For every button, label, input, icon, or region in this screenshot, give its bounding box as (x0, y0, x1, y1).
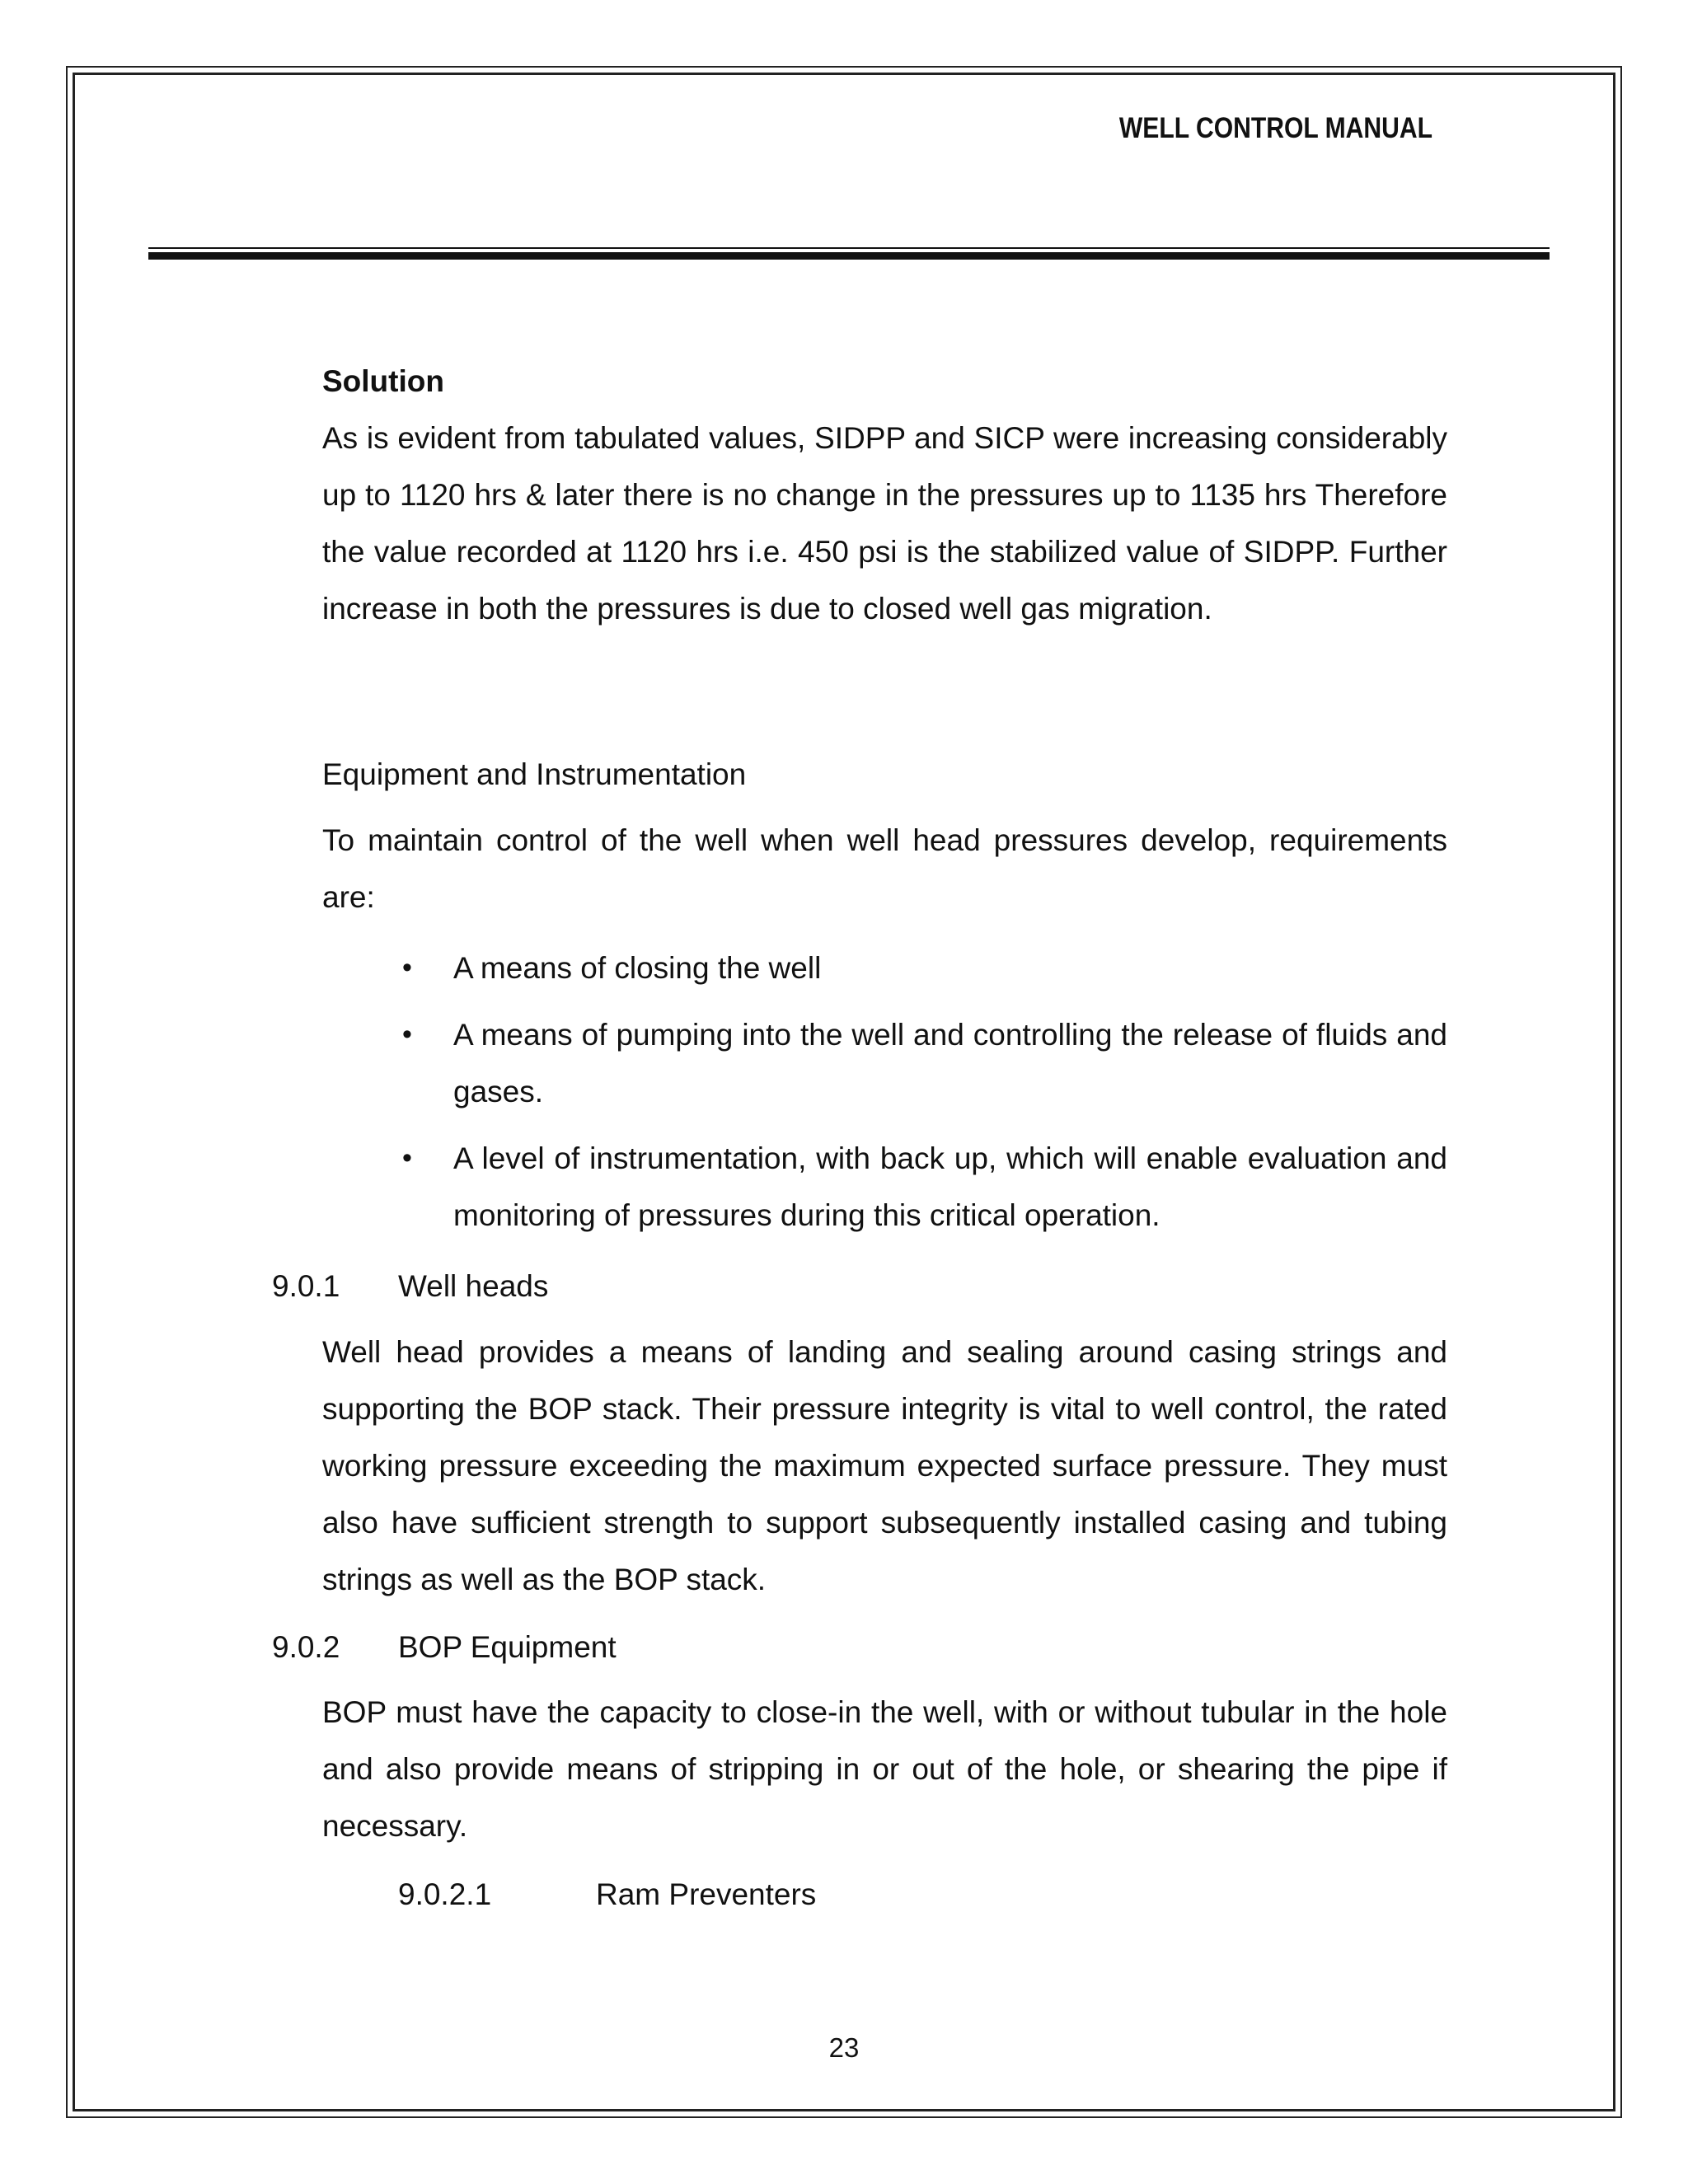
section-title-well-heads: Well heads (398, 1269, 549, 1303)
equipment-intro-paragraph: To maintain control of the well when well head pressures develop, requirements are: (322, 823, 1447, 914)
bullet-icon: • (402, 1019, 412, 1050)
section-number-9-0-2-1: 9.0.2.1 (398, 1877, 492, 1911)
list-item-text: A level of instrumentation, with back up, which will enable evaluation and monitoring of pressures during this critical operation. (453, 1141, 1447, 1232)
list-item-text: A means of closing the well (453, 951, 822, 985)
list-item (402, 1130, 1447, 1244)
page-number: 23 (828, 2032, 860, 2063)
solution-heading: Solution (322, 364, 444, 398)
list-item-text: A means of pumping into the well and controlling the release of fluids and gases. (453, 1018, 1447, 1108)
section-number-9-0-2: 9.0.2 (272, 1630, 340, 1664)
bullet-icon: • (402, 1142, 412, 1174)
list-item (402, 940, 1447, 996)
section-number-9-0-1: 9.0.1 (272, 1269, 340, 1303)
bop-equipment-paragraph: BOP must have the capacity to close-in the well, with or without tubular in the hole and also provide means of stripping in or out of the hole, or shearing the pipe if necessary. (322, 1695, 1447, 1843)
header-rule-thick (148, 252, 1550, 260)
well-heads-paragraph: Well head provides a means of landing and sealing around casing strings and supporting the BOP stack. Their pressure integrity is vital to well control, the rated working pressure exceeding the maximum expected surface pressure. They must also have sufficient strength to support subsequently installed casing and tubing strings as well as the BOP stack. (322, 1335, 1447, 1596)
section-title-bop-equipment: BOP Equipment (398, 1630, 617, 1664)
section-title-ram-preventers: Ram Preventers (596, 1877, 817, 1911)
bullet-icon: • (402, 952, 412, 983)
list-item (402, 1006, 1447, 1120)
solution-paragraph: As is evident from tabulated values, SIDPP and SICP were increasing considerably up to 1120 hrs & later there is no change in the pressures up to 1135 hrs Therefore the value recorded at 1120 hrs i.e. 450 psi is the stabilized value of SIDPP. Further increase in both the pressures is due to closed well gas migration. (322, 421, 1447, 626)
header-rule-thin (148, 247, 1550, 249)
running-header: WELL CONTROL MANUAL (1118, 112, 1432, 144)
requirements-list (402, 940, 1447, 1254)
equipment-heading: Equipment and Instrumentation (322, 757, 747, 791)
